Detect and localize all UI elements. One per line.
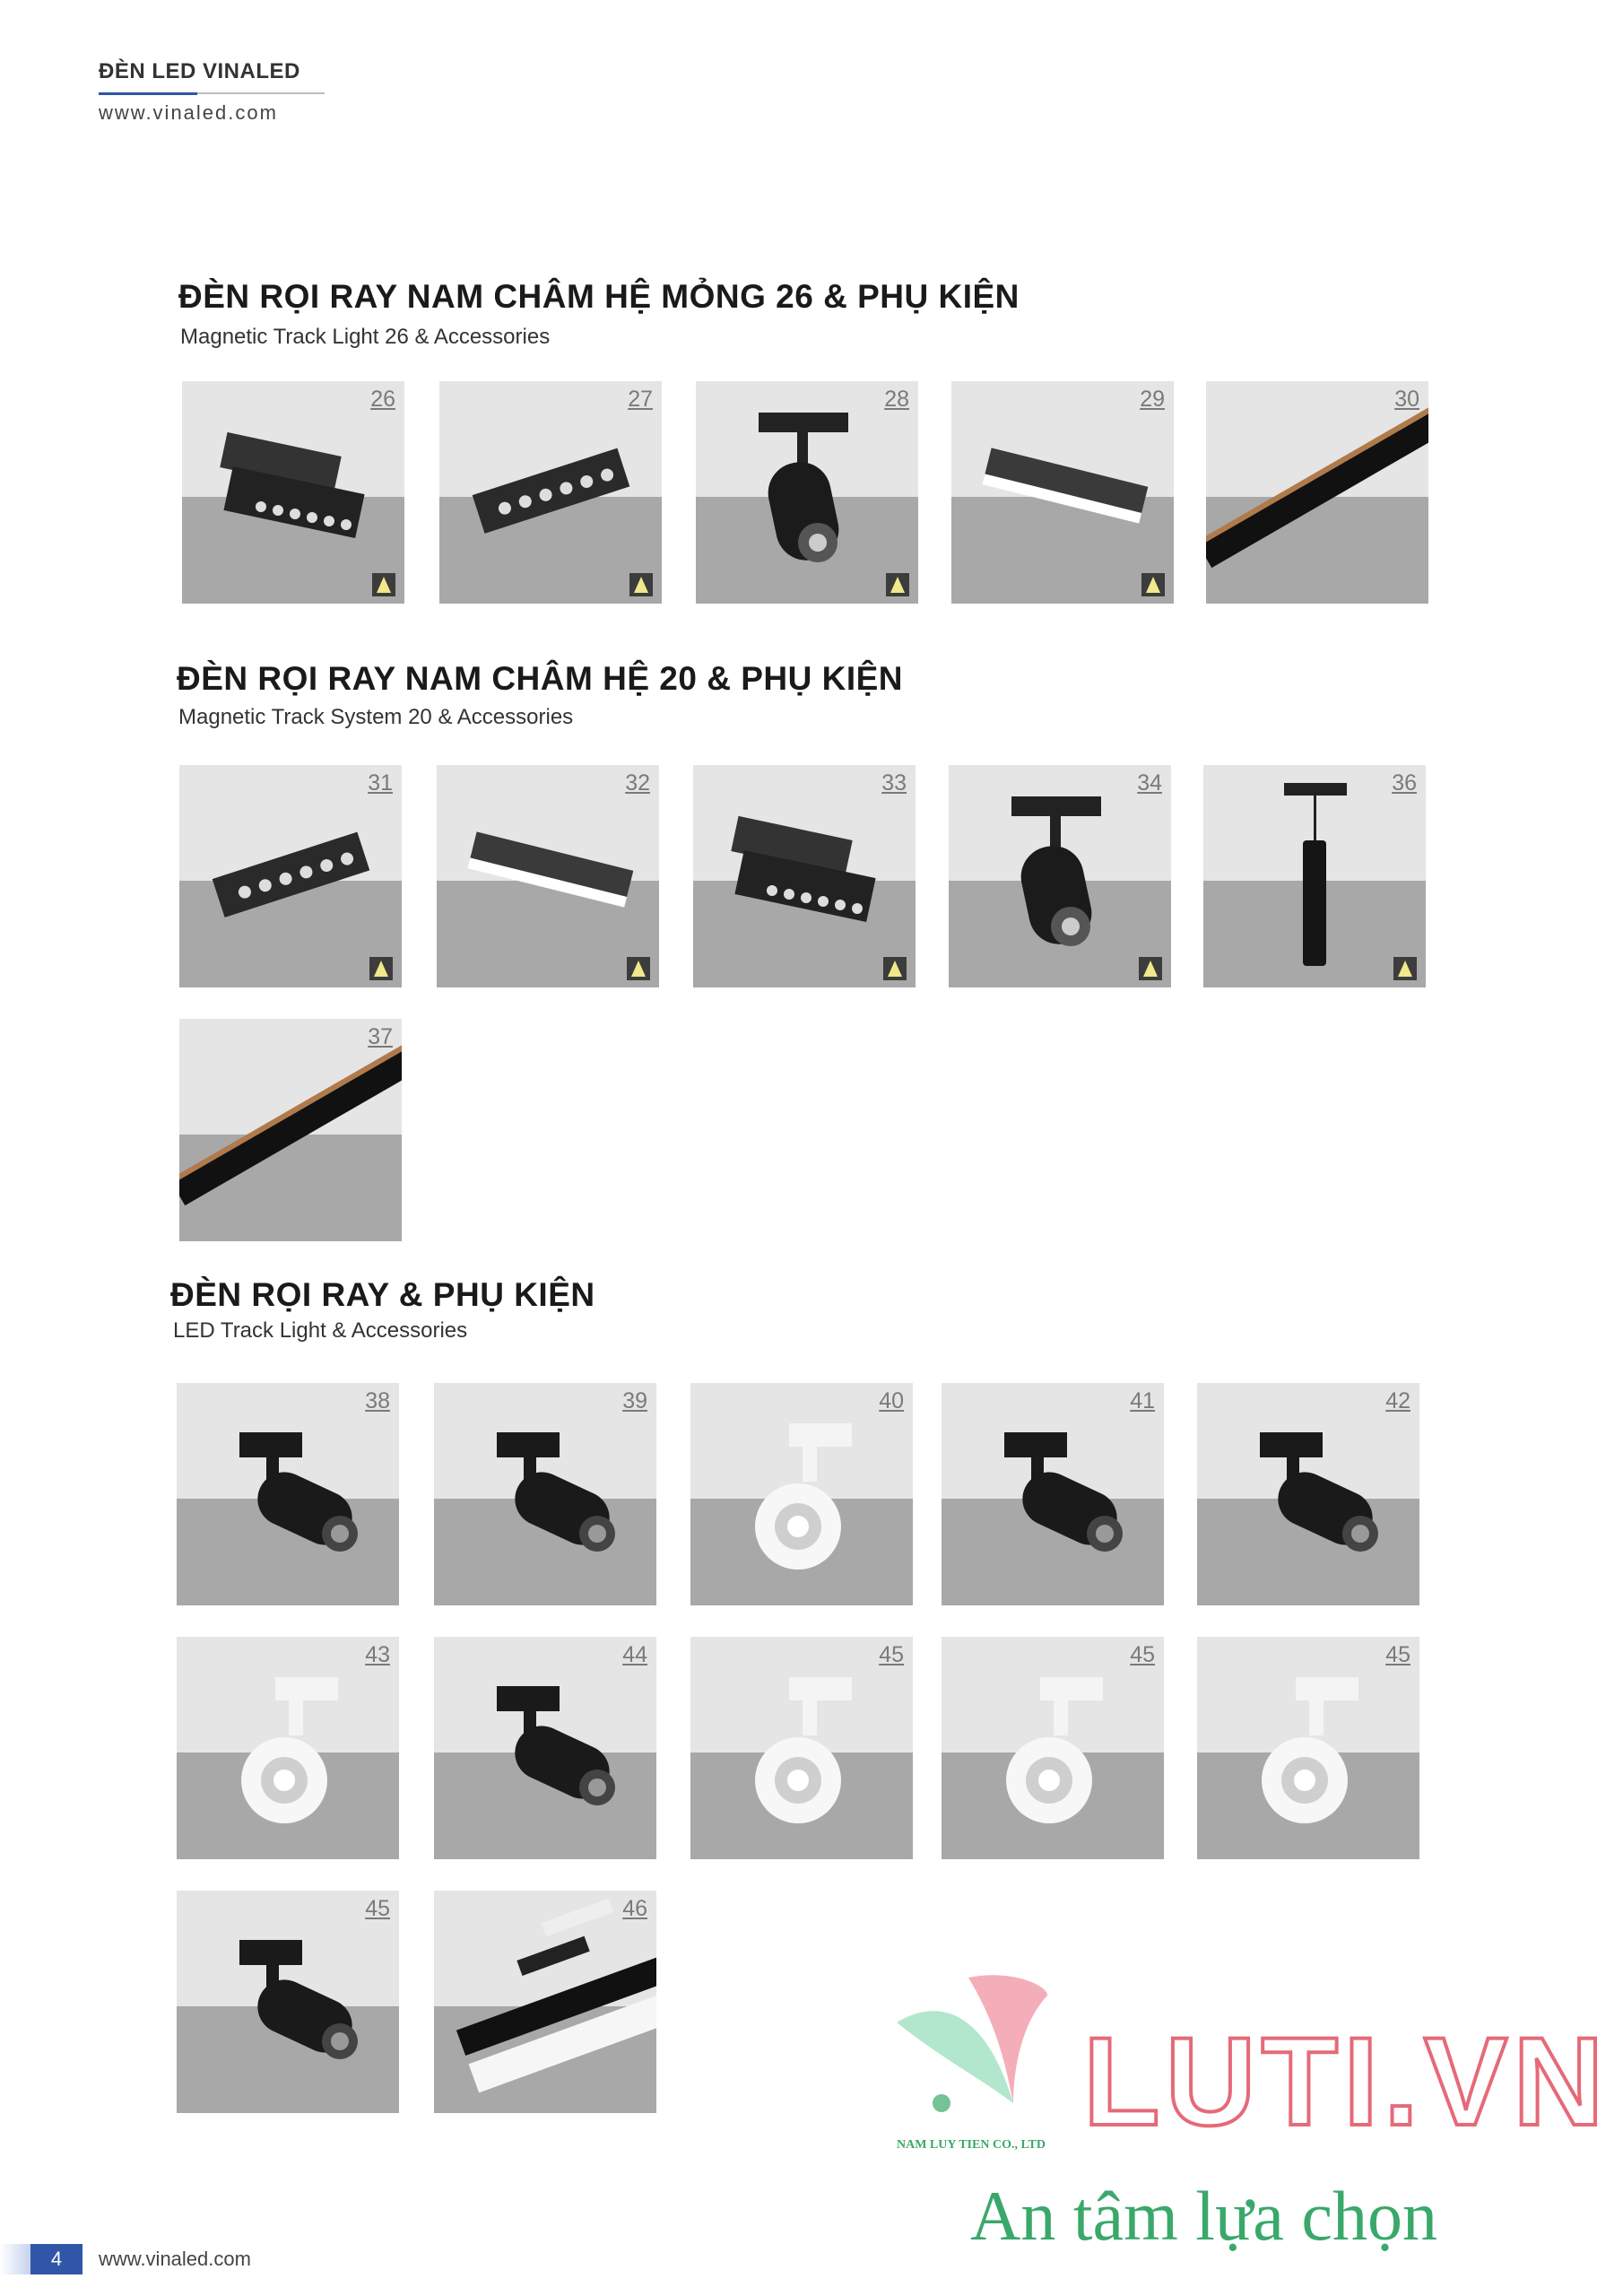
- product-card[interactable]: [693, 765, 916, 987]
- product-card[interactable]: [1206, 381, 1428, 604]
- product-card[interactable]: [439, 381, 662, 604]
- product-number: 32: [625, 770, 650, 796]
- product-number: 43: [365, 1642, 390, 1667]
- light-beam-icon: [1139, 957, 1162, 980]
- light-beam-icon: [886, 573, 909, 596]
- section-subtitle-magnetic-26: Magnetic Track Light 26 & Accessories: [180, 325, 551, 349]
- product-number: 34: [1137, 770, 1162, 796]
- product-number: 27: [628, 387, 653, 412]
- luti-leaf-logo-icon: [888, 1969, 1067, 2130]
- product-card[interactable]: [434, 1891, 656, 2113]
- product-number: 45: [879, 1642, 904, 1667]
- watermark-company: NAM LUY TIEN CO., LTD: [897, 2138, 1046, 2152]
- product-number: 40: [879, 1388, 904, 1413]
- section-title-magnetic-20: ĐÈN RỌI RAY NAM CHÂM HỆ 20 & PHỤ KIỆN: [177, 660, 904, 697]
- product-card[interactable]: [182, 381, 404, 604]
- product-number: 37: [368, 1024, 393, 1049]
- track-spotlight-icon: [177, 1383, 399, 1605]
- track-connector-icon: [434, 1891, 656, 2113]
- magnetic-linear-light-icon: [951, 381, 1174, 604]
- product-card[interactable]: [1197, 1383, 1419, 1605]
- magnetic-grille-light-icon: [439, 381, 662, 604]
- product-number: 44: [622, 1642, 647, 1667]
- light-beam-icon: [883, 957, 907, 980]
- product-number: 45: [1130, 1642, 1155, 1667]
- track-spotlight-icon: [942, 1383, 1164, 1605]
- magnetic-track-rail-icon: [179, 1019, 402, 1241]
- track-spotlight-white-icon: [1197, 1637, 1419, 1859]
- brand-underline: [99, 92, 325, 94]
- product-card[interactable]: [179, 765, 402, 987]
- watermark-logo: LUTI.VN: [1083, 2011, 1610, 2152]
- track-spotlight-white-icon: [690, 1637, 913, 1859]
- product-card[interactable]: [177, 1383, 399, 1605]
- brand-name: ĐÈN LED VINALED: [99, 59, 300, 83]
- light-beam-icon: [369, 957, 393, 980]
- product-number: 28: [884, 387, 909, 412]
- light-beam-icon: [629, 573, 653, 596]
- product-card[interactable]: [942, 1383, 1164, 1605]
- product-number: 31: [368, 770, 393, 796]
- product-number: 36: [1392, 770, 1417, 796]
- product-card[interactable]: [690, 1383, 913, 1605]
- product-card[interactable]: [1197, 1637, 1419, 1859]
- magnetic-linear-light-icon: [437, 765, 659, 987]
- section-title-track-light: ĐÈN RỌI RAY & PHỤ KIỆN: [170, 1276, 595, 1313]
- watermark-slogan: An tâm lựa chọn: [970, 2177, 1437, 2255]
- section-subtitle-track-light: LED Track Light & Accessories: [173, 1318, 468, 1343]
- track-spotlight-white-icon: [690, 1383, 913, 1605]
- magnetic-track-rail-icon: [1206, 381, 1428, 604]
- track-spotlight-white-icon: [942, 1637, 1164, 1859]
- product-card[interactable]: [177, 1637, 399, 1859]
- product-number: 45: [1385, 1642, 1410, 1667]
- page-number: 4: [30, 2244, 82, 2274]
- product-card[interactable]: [1203, 765, 1426, 987]
- magnetic-grille-spot-icon: [693, 765, 916, 987]
- light-beam-icon: [1393, 957, 1417, 980]
- light-beam-icon: [627, 957, 650, 980]
- product-number: 38: [365, 1388, 390, 1413]
- magnetic-grille-light-icon: [179, 765, 402, 987]
- product-number: 33: [881, 770, 907, 796]
- footer-url[interactable]: www.vinaled.com: [99, 2248, 251, 2270]
- product-number: 30: [1394, 387, 1419, 412]
- track-spotlight-white-icon: [177, 1637, 399, 1859]
- product-card[interactable]: [434, 1383, 656, 1605]
- product-card[interactable]: [949, 765, 1171, 987]
- product-number: 42: [1385, 1388, 1410, 1413]
- product-number: 46: [622, 1896, 647, 1921]
- product-number: 39: [622, 1388, 647, 1413]
- product-card[interactable]: [179, 1019, 402, 1241]
- product-card[interactable]: [437, 765, 659, 987]
- product-card[interactable]: [690, 1637, 913, 1859]
- product-card[interactable]: [177, 1891, 399, 2113]
- magnetic-grille-spot-icon: [182, 381, 404, 604]
- product-card[interactable]: [434, 1637, 656, 1859]
- track-spotlight-icon: [434, 1383, 656, 1605]
- light-beam-icon: [372, 573, 395, 596]
- magnetic-spotlight-icon: [696, 381, 918, 604]
- track-spotlight-icon: [434, 1637, 656, 1859]
- track-spotlight-icon: [177, 1891, 399, 2113]
- magnetic-pendant-light-icon: [1203, 765, 1426, 987]
- product-card[interactable]: [696, 381, 918, 604]
- product-number: 29: [1140, 387, 1165, 412]
- product-card[interactable]: [951, 381, 1174, 604]
- light-beam-icon: [1141, 573, 1165, 596]
- section-subtitle-magnetic-20: Magnetic Track System 20 & Accessories: [178, 705, 574, 729]
- section-title-magnetic-26: ĐÈN RỌI RAY NAM CHÂM HỆ MỎNG 26 & PHỤ KIỆN: [178, 278, 1020, 315]
- product-card[interactable]: [942, 1637, 1164, 1859]
- magnetic-spotlight-icon: [949, 765, 1171, 987]
- track-spotlight-icon: [1197, 1383, 1419, 1605]
- product-number: 45: [365, 1896, 390, 1921]
- brand-url[interactable]: www.vinaled.com: [99, 101, 278, 124]
- product-number: 26: [370, 387, 395, 412]
- product-number: 41: [1130, 1388, 1155, 1413]
